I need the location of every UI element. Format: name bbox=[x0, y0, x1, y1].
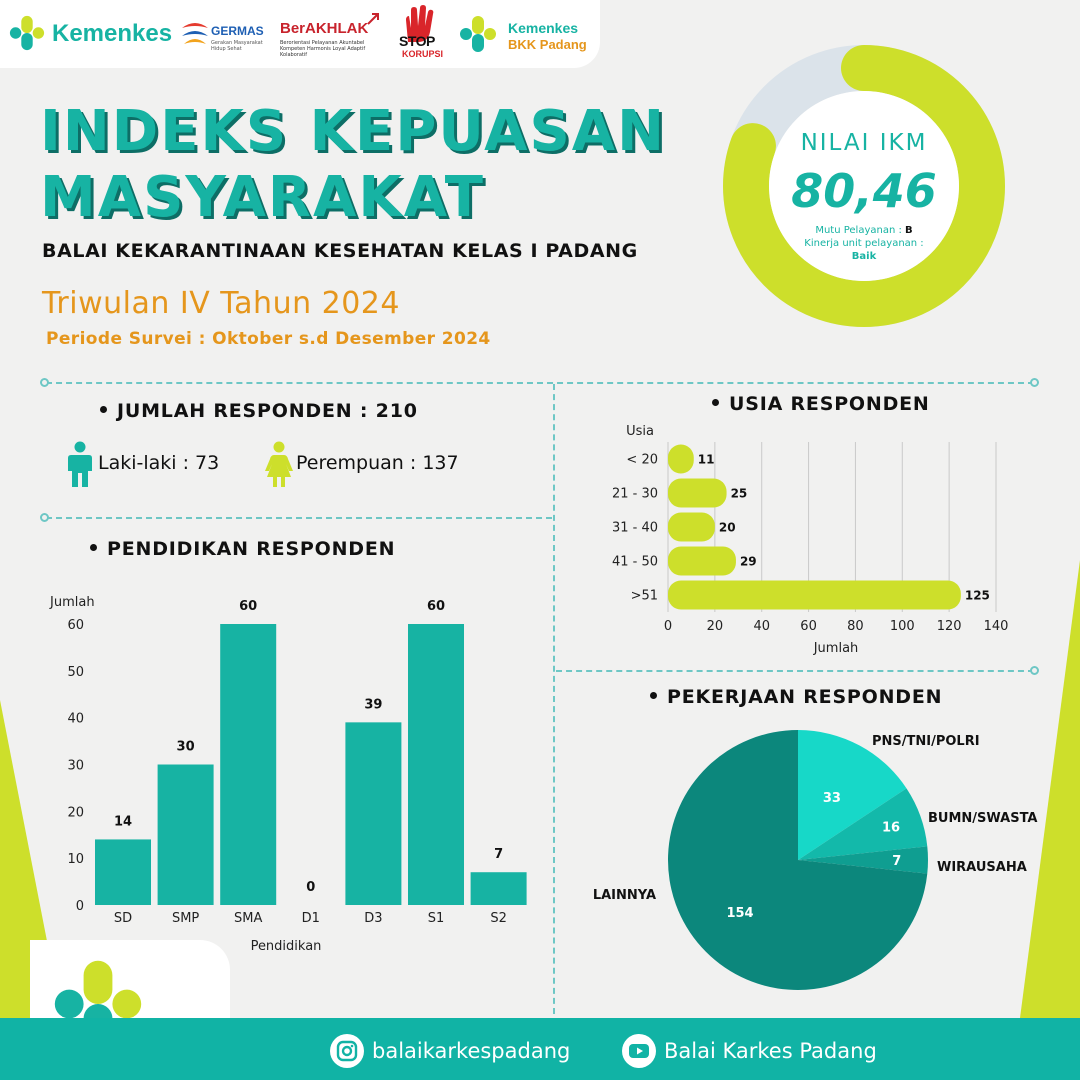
pendidikan-value-label: 39 bbox=[364, 697, 383, 713]
bullet-icon bbox=[90, 544, 97, 551]
usia-value-label: 29 bbox=[739, 554, 757, 569]
berakhlak-tagline: Berorientasi Pelayanan Akuntabel Kompeten Harmonis Loyal Adaptif Kolaboratif bbox=[280, 40, 366, 58]
kemenkes-bkk-logo-icon bbox=[458, 14, 498, 54]
usia-y-label: Usia bbox=[626, 424, 654, 439]
usia-x-tick: 20 bbox=[706, 619, 724, 634]
pendidikan-value-label: 30 bbox=[176, 739, 195, 755]
bullet-icon bbox=[712, 399, 719, 406]
kemenkes-logo-icon bbox=[8, 14, 46, 52]
page-title-line-1: INDEKS KEPUASAN bbox=[40, 99, 666, 164]
survey-period: Periode Survei : Oktober s.d Desember 2024 bbox=[46, 329, 491, 349]
pendidikan-title bbox=[90, 538, 395, 560]
usia-bar-chart bbox=[590, 418, 1050, 658]
usia-y-tick: 21 - 30 bbox=[611, 486, 658, 502]
usia-x-label: Jumlah bbox=[813, 641, 859, 656]
pekerjaan-value-label: 7 bbox=[892, 854, 902, 869]
pendidikan-x-tick: SMA bbox=[234, 911, 263, 926]
pekerjaan-legend-label: PNS/TNI/POLRI bbox=[872, 734, 980, 749]
usia-bar bbox=[668, 513, 715, 542]
usia-y-tick: >51 bbox=[630, 588, 658, 604]
usia-value-label: 125 bbox=[964, 588, 990, 603]
respondents-title-text: JUMLAH RESPONDEN : 210 bbox=[117, 400, 418, 422]
stop-text: STOP bbox=[399, 33, 435, 49]
pendidikan-y-tick: 10 bbox=[67, 852, 84, 868]
usia-bar bbox=[668, 479, 727, 508]
pendidikan-y-tick: 20 bbox=[67, 805, 84, 821]
bkk-padang-logo-text: BKK Padang bbox=[508, 37, 587, 52]
pendidikan-value-label: 14 bbox=[113, 814, 133, 830]
pekerjaan-pie-chart bbox=[580, 720, 1070, 1000]
pendidikan-x-tick: D1 bbox=[301, 911, 320, 926]
pendidikan-bar bbox=[220, 624, 276, 905]
bullet-icon bbox=[100, 406, 107, 413]
pendidikan-y-tick: 0 bbox=[75, 899, 84, 914]
usia-bar bbox=[668, 445, 694, 474]
pekerjaan-legend-label: WIRAUSAHA bbox=[937, 860, 1027, 875]
usia-y-tick: 31 - 40 bbox=[611, 520, 658, 536]
usia-value-label: 11 bbox=[697, 452, 715, 467]
usia-x-tick: 0 bbox=[663, 619, 673, 634]
divider-dot bbox=[1030, 666, 1039, 675]
germas-logo-text: GERMAS bbox=[211, 24, 264, 38]
kemenkes-logo-text: Kemenkes bbox=[52, 20, 173, 47]
divider-vertical bbox=[553, 384, 555, 1014]
divider-dot bbox=[1030, 378, 1039, 387]
pendidikan-x-tick: D3 bbox=[364, 911, 383, 926]
ikm-kinerja-value: Baik bbox=[851, 251, 877, 262]
usia-x-tick: 120 bbox=[936, 619, 962, 634]
page-title-line-2: MASYARAKAT bbox=[40, 165, 485, 230]
usia-x-tick: 60 bbox=[800, 619, 817, 634]
pendidikan-bar bbox=[95, 839, 151, 905]
divider-right-mid bbox=[556, 670, 1034, 672]
usia-title-text: USIA RESPONDEN bbox=[729, 393, 930, 415]
divider-dot bbox=[40, 378, 49, 387]
germas-tagline: Gerakan Masyarakat Hidup Sehat bbox=[211, 40, 263, 52]
ikm-kinerja-label: Kinerja unit pelayanan : bbox=[804, 238, 924, 249]
pekerjaan-value-label: 154 bbox=[726, 906, 754, 922]
bullet-icon bbox=[650, 692, 657, 699]
pekerjaan-title bbox=[650, 686, 942, 708]
female-count: Perempuan : 137 bbox=[296, 452, 459, 474]
berakhlak-arrow-icon bbox=[366, 12, 382, 26]
pendidikan-y-tick: 40 bbox=[67, 711, 84, 727]
ikm-mutu-label: Mutu Pelayanan : bbox=[815, 225, 902, 236]
usia-y-tick: 41 - 50 bbox=[611, 554, 658, 570]
pendidikan-value-label: 60 bbox=[426, 599, 446, 614]
germas-logo-icon bbox=[180, 18, 210, 52]
pendidikan-y-tick: 60 bbox=[67, 618, 84, 633]
pendidikan-x-tick: SMP bbox=[171, 911, 200, 926]
pendidikan-title-text: PENDIDIKAN RESPONDEN bbox=[107, 538, 396, 560]
usia-bar bbox=[668, 581, 961, 610]
pendidikan-bar-chart bbox=[40, 585, 550, 965]
pendidikan-y-tick: 30 bbox=[67, 758, 84, 774]
ikm-value: 80,46 bbox=[791, 164, 937, 218]
male-icon bbox=[66, 441, 94, 489]
pendidikan-value-label: 60 bbox=[239, 599, 258, 614]
pendidikan-bar bbox=[408, 624, 464, 905]
usia-y-tick: < 20 bbox=[626, 452, 658, 468]
usia-x-tick: 40 bbox=[753, 619, 770, 634]
korupsi-text: KORUPSI bbox=[402, 49, 444, 59]
usia-x-tick: 100 bbox=[889, 619, 915, 634]
pekerjaan-value-label: 16 bbox=[881, 820, 901, 836]
pendidikan-value-label: 0 bbox=[306, 880, 316, 895]
youtube-icon[interactable] bbox=[622, 1034, 656, 1068]
usia-value-label: 20 bbox=[718, 520, 736, 535]
berakhlak-logo-text: BerAKHLAK bbox=[280, 20, 369, 37]
pendidikan-x-tick: SD bbox=[113, 911, 133, 926]
male-count: Laki-laki : 73 bbox=[98, 452, 220, 474]
ikm-mutu bbox=[764, 225, 964, 236]
pendidikan-value-label: 7 bbox=[494, 847, 504, 863]
instagram-handle[interactable]: balaikarkespadang bbox=[372, 1039, 571, 1063]
divider-top bbox=[46, 382, 1034, 384]
usia-bar bbox=[668, 547, 736, 576]
logo-bar bbox=[0, 0, 600, 68]
kemenkes-bkk-logo-text: Kemenkes bbox=[508, 20, 579, 36]
pendidikan-bar bbox=[158, 765, 214, 906]
usia-value-label: 25 bbox=[730, 486, 748, 501]
usia-x-tick: 140 bbox=[983, 619, 1009, 634]
pekerjaan-title-text: PEKERJAAN RESPONDEN bbox=[667, 686, 943, 708]
youtube-channel[interactable]: Balai Karkes Padang bbox=[664, 1039, 877, 1063]
pekerjaan-legend-label: BUMN/SWASTA bbox=[928, 811, 1038, 826]
pekerjaan-legend-label: LAINNYA bbox=[592, 888, 656, 903]
pendidikan-x-tick: S1 bbox=[427, 911, 445, 926]
female-icon bbox=[264, 441, 294, 489]
usia-title bbox=[712, 393, 930, 415]
respondents-title bbox=[100, 400, 418, 422]
pendidikan-bar bbox=[471, 872, 527, 905]
pendidikan-y-tick: 50 bbox=[67, 664, 84, 680]
pendidikan-y-label: Jumlah bbox=[50, 595, 95, 610]
pendidikan-x-label: Pendidikan bbox=[250, 939, 322, 954]
page-subtitle: BALAI KEKARANTINAAN KESEHATAN KELAS I PADANG bbox=[42, 240, 638, 262]
pendidikan-bar bbox=[345, 722, 401, 905]
divider-dot bbox=[40, 513, 49, 522]
divider-left-mid bbox=[46, 517, 552, 519]
pendidikan-x-tick: S2 bbox=[490, 911, 507, 926]
ikm-mutu-value: B bbox=[905, 225, 913, 236]
instagram-icon[interactable] bbox=[330, 1034, 364, 1068]
period-title: Triwulan IV Tahun 2024 bbox=[42, 286, 400, 321]
ikm-label: NILAI IKM bbox=[800, 130, 928, 156]
usia-x-tick: 80 bbox=[847, 619, 864, 634]
pekerjaan-value-label: 33 bbox=[822, 791, 841, 807]
